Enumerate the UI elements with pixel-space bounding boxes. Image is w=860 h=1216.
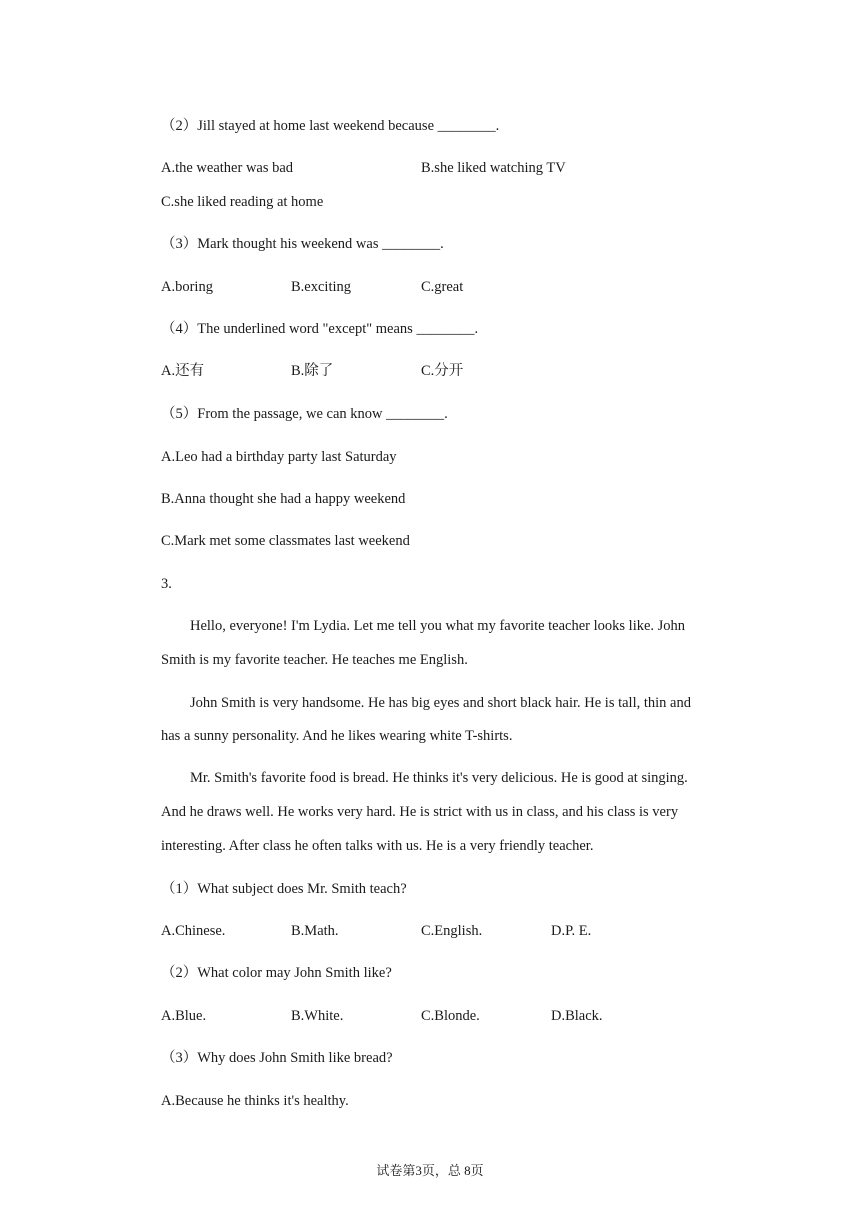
option-3-2-b: B.White. bbox=[291, 1008, 344, 1024]
passage-line: interesting. After class he often talks with us. He is a very friendly teacher. bbox=[161, 838, 594, 854]
section-3-number: 3. bbox=[161, 576, 172, 592]
question-2-4: （4）The underlined word "except" means ________. bbox=[161, 321, 479, 337]
option-3-3-a: A.Because he thinks it's healthy. bbox=[161, 1093, 349, 1109]
question-2-2: （2）Jill stayed at home last weekend because ________. bbox=[161, 118, 500, 134]
option-3-2-d: D.Black. bbox=[551, 1008, 603, 1024]
question-3-3: （3）Why does John Smith like bread? bbox=[161, 1050, 393, 1066]
passage-line: And he draws well. He works very hard. He is strict with us in class, and his class is very bbox=[161, 804, 679, 820]
question-3-1: （1）What subject does Mr. Smith teach? bbox=[161, 881, 407, 897]
page-footer: 试卷第3页，总 8页 bbox=[376, 1163, 484, 1178]
passage-line: Hello, everyone! I'm Lydia. Let me tell you what my favorite teacher looks like. John bbox=[190, 618, 686, 634]
option-2-3-a: A.boring bbox=[161, 279, 213, 295]
option-2-4-c: C.分开 bbox=[421, 363, 464, 379]
option-2-4-a: A.还有 bbox=[161, 363, 205, 379]
option-3-2-c: C.Blonde. bbox=[421, 1008, 480, 1024]
option-2-5-b: B.Anna thought she had a happy weekend bbox=[161, 491, 406, 507]
passage-line: has a sunny personality. And he likes wearing white T-shirts. bbox=[161, 728, 513, 744]
option-2-5-c: C.Mark met some classmates last weekend bbox=[161, 533, 410, 549]
option-3-2-a: A.Blue. bbox=[161, 1008, 207, 1024]
option-2-3-c: C.great bbox=[421, 279, 464, 295]
passage-line: Smith is my favorite teacher. He teaches me English. bbox=[161, 652, 468, 668]
option-3-1-d: D.P. E. bbox=[551, 923, 592, 939]
passage-line: Mr. Smith's favorite food is bread. He thinks it's very delicious. He is good at singing. bbox=[190, 770, 688, 786]
option-2-2-c: C.she liked reading at home bbox=[161, 194, 324, 210]
option-2-2-a: A.the weather was bad bbox=[161, 160, 294, 176]
option-2-2-b: B.she liked watching TV bbox=[421, 160, 566, 176]
question-3-2: （2）What color may John Smith like? bbox=[161, 965, 392, 981]
option-2-5-a: A.Leo had a birthday party last Saturday bbox=[161, 449, 397, 465]
option-3-1-c: C.English. bbox=[421, 923, 483, 939]
question-2-3: （3）Mark thought his weekend was ________. bbox=[161, 236, 444, 252]
option-2-4-b: B.除了 bbox=[291, 363, 334, 379]
passage-line: John Smith is very handsome. He has big eyes and short black hair. He is tall, thin and bbox=[190, 695, 691, 711]
option-3-1-b: B.Math. bbox=[291, 923, 339, 939]
question-2-5: （5）From the passage, we can know ________. bbox=[161, 406, 448, 422]
option-2-3-b: B.exciting bbox=[291, 279, 352, 295]
option-3-1-a: A.Chinese. bbox=[161, 923, 226, 939]
